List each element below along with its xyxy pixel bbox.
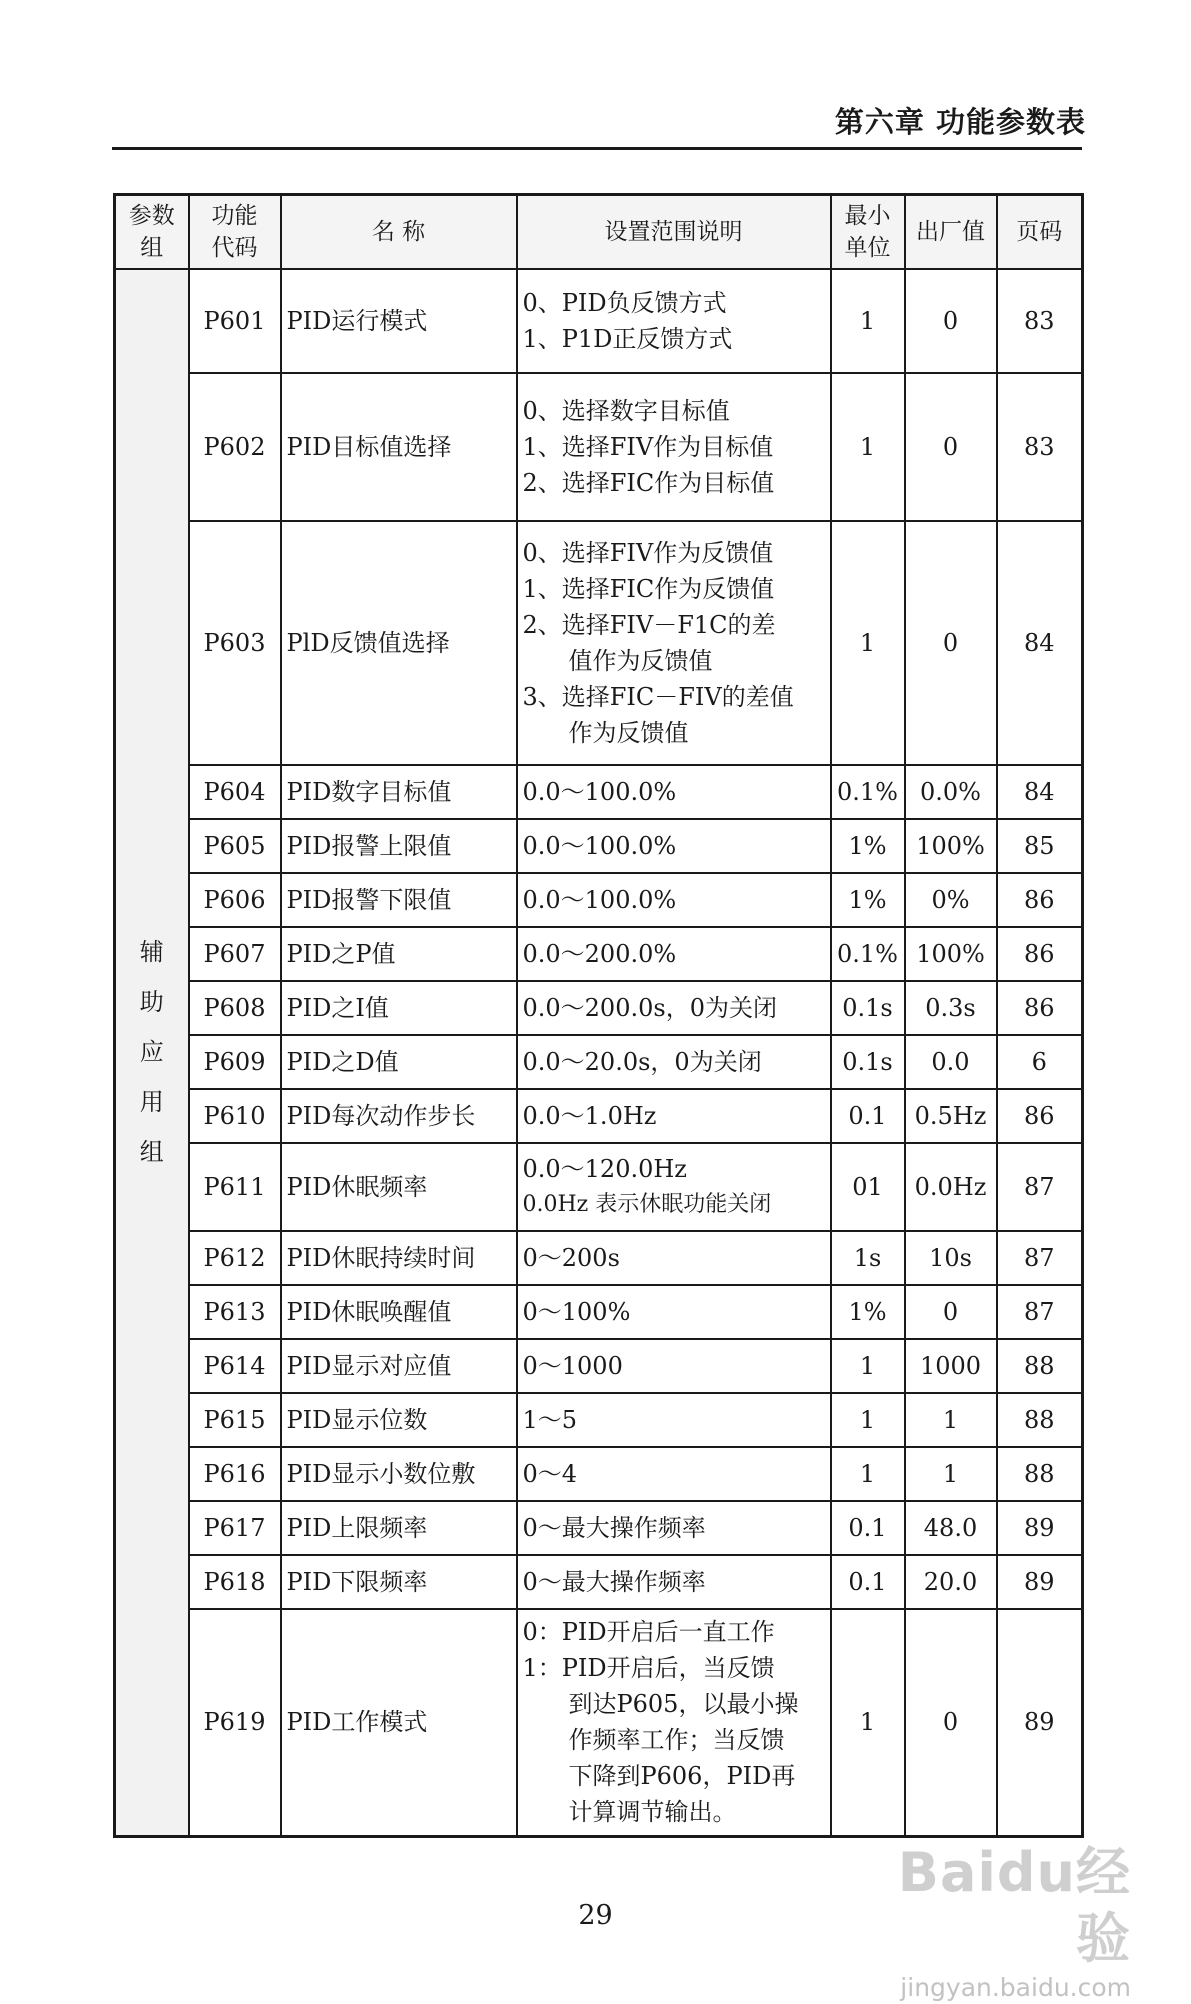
- setting-range: [517, 269, 831, 373]
- setting-range: [517, 927, 831, 981]
- reference-page: 88: [997, 1447, 1083, 1501]
- table-row: [115, 819, 1083, 873]
- setting-range-line: 0.0～20.0s，0为关闭: [522, 1047, 762, 1076]
- setting-range-line: 到达P605，以最小操: [568, 1690, 799, 1719]
- min-unit: 1%: [831, 873, 905, 927]
- setting-range-line: 0～4: [522, 1459, 578, 1488]
- table-row: [115, 1339, 1083, 1393]
- min-unit: 0.1%: [831, 927, 905, 981]
- setting-range: [517, 981, 831, 1035]
- parameter-name: PID运行模式: [281, 269, 517, 373]
- function-code: P608: [189, 981, 281, 1035]
- parameter-name: PlD反馈值选择: [281, 521, 517, 765]
- setting-range: [517, 1035, 831, 1089]
- function-code: P619: [189, 1609, 281, 1837]
- column-header-range: 设置范围说明: [517, 195, 831, 269]
- setting-range-line: 计算调节输出。: [568, 1798, 737, 1827]
- parameter-name: PID休眠频率: [281, 1143, 517, 1231]
- reference-page: 6: [997, 1035, 1083, 1089]
- table-row: [115, 269, 1083, 373]
- setting-range-line: 0.0～1.0Hz: [522, 1101, 657, 1130]
- setting-range-line: 2、选择FIC作为目标值: [522, 468, 775, 497]
- default-value: 1: [905, 1393, 997, 1447]
- parameter-name: PID显示小数位敷: [281, 1447, 517, 1501]
- parameter-name: PID之P值: [281, 927, 517, 981]
- table-row: [115, 873, 1083, 927]
- min-unit: 01: [831, 1143, 905, 1231]
- parameter-name: PID工作模式: [281, 1609, 517, 1837]
- default-value: 0%: [905, 873, 997, 927]
- function-code: P610: [189, 1089, 281, 1143]
- setting-range-line: 作为反馈值: [568, 718, 689, 747]
- reference-page: 85: [997, 819, 1083, 873]
- parameter-name: PID目标值选择: [281, 373, 517, 521]
- default-value: 1000: [905, 1339, 997, 1393]
- min-unit: 0.1: [831, 1555, 905, 1609]
- setting-range-line: 0.0～120.0Hz: [522, 1154, 687, 1183]
- setting-range-line: 0.0～100.0%: [522, 777, 677, 806]
- setting-range-line: 0.0Hz 表示休眠功能关闭: [522, 1191, 772, 1217]
- function-code: P602: [189, 373, 281, 521]
- setting-range-line: 下降到P606，PID再: [568, 1762, 796, 1791]
- reference-page: 86: [997, 1089, 1083, 1143]
- parameter-name: PID之D值: [281, 1035, 517, 1089]
- min-unit: 1: [831, 1393, 905, 1447]
- setting-range-line: 1、P1D正反馈方式: [522, 324, 733, 353]
- setting-range-line: 2、选择FIV－F1C的差: [522, 610, 776, 639]
- setting-range: [517, 1231, 831, 1285]
- default-value: 0: [905, 1285, 997, 1339]
- default-value: 0: [905, 521, 997, 765]
- function-code: P613: [189, 1285, 281, 1339]
- function-code: P603: [189, 521, 281, 765]
- min-unit: 1: [831, 521, 905, 765]
- function-code: P615: [189, 1393, 281, 1447]
- function-code: P607: [189, 927, 281, 981]
- reference-page: 87: [997, 1143, 1083, 1231]
- parameter-name: PID显示对应值: [281, 1339, 517, 1393]
- group-label-char: 组: [139, 1138, 164, 1167]
- setting-range: [517, 1393, 831, 1447]
- parameter-name: PID下限频率: [281, 1555, 517, 1609]
- function-code: P605: [189, 819, 281, 873]
- table-row: [115, 1035, 1083, 1089]
- setting-range-line: 0、PID负反馈方式: [522, 288, 727, 317]
- min-unit: 0.1: [831, 1089, 905, 1143]
- table-row: [115, 1501, 1083, 1555]
- default-value: 0.0Hz: [905, 1143, 997, 1231]
- table-row: [115, 1393, 1083, 1447]
- function-code: P617: [189, 1501, 281, 1555]
- reference-page: 83: [997, 269, 1083, 373]
- table-row: [115, 1555, 1083, 1609]
- function-code: P609: [189, 1035, 281, 1089]
- setting-range-line: 值作为反馈值: [568, 646, 713, 675]
- reference-page: 84: [997, 765, 1083, 819]
- setting-range: [517, 1501, 831, 1555]
- group-label-char: 用: [139, 1088, 164, 1117]
- min-unit: 1%: [831, 819, 905, 873]
- column-header-name: 名 称: [281, 195, 517, 269]
- min-unit: 0.1s: [831, 1035, 905, 1089]
- setting-range-line: 1、选择FIV作为目标值: [522, 432, 774, 461]
- header-rule: [112, 147, 1082, 150]
- parameter-name: PID数字目标值: [281, 765, 517, 819]
- setting-range-line: 0、选择FIV作为反馈值: [522, 538, 774, 567]
- setting-range-line: 0.0～200.0%: [522, 939, 677, 968]
- setting-range: [517, 1285, 831, 1339]
- setting-range: [517, 373, 831, 521]
- min-unit: 1: [831, 269, 905, 373]
- parameter-group-label: [115, 269, 189, 1837]
- table-row: [115, 1285, 1083, 1339]
- setting-range: [517, 1089, 831, 1143]
- group-label-char: 助: [139, 988, 164, 1017]
- column-header-min-unit: 最小 单位: [831, 195, 905, 269]
- reference-page: 89: [997, 1501, 1083, 1555]
- setting-range-line: 1、选择FIC作为反馈值: [522, 574, 775, 603]
- min-unit: 0.1%: [831, 765, 905, 819]
- chapter-title: 第六章 功能参数表: [834, 105, 1086, 139]
- table-row: [115, 1609, 1083, 1837]
- setting-range-line: 0、选择数字目标值: [522, 396, 730, 425]
- function-code: P611: [189, 1143, 281, 1231]
- reference-page: 83: [997, 373, 1083, 521]
- column-header-page: 页码: [997, 195, 1083, 269]
- min-unit: 1: [831, 1609, 905, 1837]
- setting-range-line: 0.0～100.0%: [522, 885, 677, 914]
- setting-range: [517, 1339, 831, 1393]
- min-unit: 1: [831, 1339, 905, 1393]
- setting-range-line: 0.0～200.0s，0为关闭: [522, 993, 777, 1022]
- reference-page: 87: [997, 1231, 1083, 1285]
- group-label-char: 应: [139, 1038, 164, 1067]
- default-value: 48.0: [905, 1501, 997, 1555]
- reference-page: 84: [997, 521, 1083, 765]
- setting-range-line: 0～1000: [522, 1351, 623, 1380]
- default-value: 1: [905, 1447, 997, 1501]
- default-value: 0.0%: [905, 765, 997, 819]
- default-value: 0: [905, 269, 997, 373]
- function-code: P606: [189, 873, 281, 927]
- page-number: 29: [578, 1900, 613, 1931]
- group-label-char: 辅: [139, 938, 164, 967]
- setting-range: [517, 765, 831, 819]
- table-row: [115, 981, 1083, 1035]
- setting-range: [517, 1609, 831, 1837]
- default-value: 0.5Hz: [905, 1089, 997, 1143]
- setting-range: [517, 1447, 831, 1501]
- setting-range-line: 0.0～100.0%: [522, 831, 677, 860]
- default-value: 100%: [905, 927, 997, 981]
- table-row: [115, 1447, 1083, 1501]
- watermark-url: jingyan.baidu.com: [900, 1973, 1131, 2002]
- reference-page: 88: [997, 1393, 1083, 1447]
- table-row: [115, 765, 1083, 819]
- table-row: [115, 521, 1083, 765]
- reference-page: 89: [997, 1555, 1083, 1609]
- setting-range: [517, 1555, 831, 1609]
- table-row: [115, 373, 1083, 521]
- reference-page: 86: [997, 873, 1083, 927]
- setting-range-line: 0～最大操作频率: [522, 1567, 706, 1596]
- parameter-name: PID上限频率: [281, 1501, 517, 1555]
- parameter-name: PID之I值: [281, 981, 517, 1035]
- column-header-code: 功能 代码: [189, 195, 281, 269]
- setting-range-line: 0：PID开启后一直工作: [522, 1618, 775, 1647]
- setting-range: [517, 1143, 831, 1231]
- parameter-name: PID休眠持续时间: [281, 1231, 517, 1285]
- column-header-default: 出厂值: [905, 195, 997, 269]
- table-header-row: [115, 195, 1083, 269]
- setting-range-line: 作频率工作；当反馈: [568, 1726, 785, 1755]
- parameter-table: [113, 193, 1084, 1838]
- parameter-name: PID报警上限值: [281, 819, 517, 873]
- default-value: 0.3s: [905, 981, 997, 1035]
- function-code: P601: [189, 269, 281, 373]
- column-header-group: 参数 组: [115, 195, 189, 269]
- min-unit: 0.1: [831, 1501, 905, 1555]
- parameter-name: PID显示位数: [281, 1393, 517, 1447]
- setting-range-line: 0～200s: [522, 1243, 620, 1272]
- watermark-logo: Baidu经验: [897, 1841, 1131, 1970]
- min-unit: 1s: [831, 1231, 905, 1285]
- min-unit: 1: [831, 1447, 905, 1501]
- setting-range-line: 0～最大操作频率: [522, 1513, 706, 1542]
- reference-page: 86: [997, 981, 1083, 1035]
- reference-page: 86: [997, 927, 1083, 981]
- default-value: 20.0: [905, 1555, 997, 1609]
- table-row: [115, 927, 1083, 981]
- reference-page: 88: [997, 1339, 1083, 1393]
- default-value: 0.0: [905, 1035, 997, 1089]
- parameter-name: PID每次动作步长: [281, 1089, 517, 1143]
- min-unit: 0.1s: [831, 981, 905, 1035]
- setting-range-line: 0～100%: [522, 1297, 631, 1326]
- function-code: P618: [189, 1555, 281, 1609]
- table-row: [115, 1231, 1083, 1285]
- setting-range-line: 1～5: [522, 1405, 578, 1434]
- default-value: 100%: [905, 819, 997, 873]
- table-row: [115, 1143, 1083, 1231]
- setting-range: [517, 521, 831, 765]
- function-code: P614: [189, 1339, 281, 1393]
- parameter-name: PID休眠唤醒值: [281, 1285, 517, 1339]
- default-value: 0: [905, 373, 997, 521]
- function-code: P604: [189, 765, 281, 819]
- reference-page: 87: [997, 1285, 1083, 1339]
- parameter-name: PID报警下限值: [281, 873, 517, 927]
- function-code: P612: [189, 1231, 281, 1285]
- reference-page: 89: [997, 1609, 1083, 1837]
- setting-range: [517, 873, 831, 927]
- function-code: P616: [189, 1447, 281, 1501]
- min-unit: 1: [831, 373, 905, 521]
- default-value: 0: [905, 1609, 997, 1837]
- min-unit: 1%: [831, 1285, 905, 1339]
- table-row: [115, 1089, 1083, 1143]
- setting-range-line: 3、选择FIC－FIV的差值: [522, 682, 794, 711]
- default-value: 10s: [905, 1231, 997, 1285]
- baidu-jingyan-watermark: [871, 1840, 1131, 2002]
- setting-range-line: 1：PID开启后，当反馈: [522, 1654, 775, 1683]
- setting-range: [517, 819, 831, 873]
